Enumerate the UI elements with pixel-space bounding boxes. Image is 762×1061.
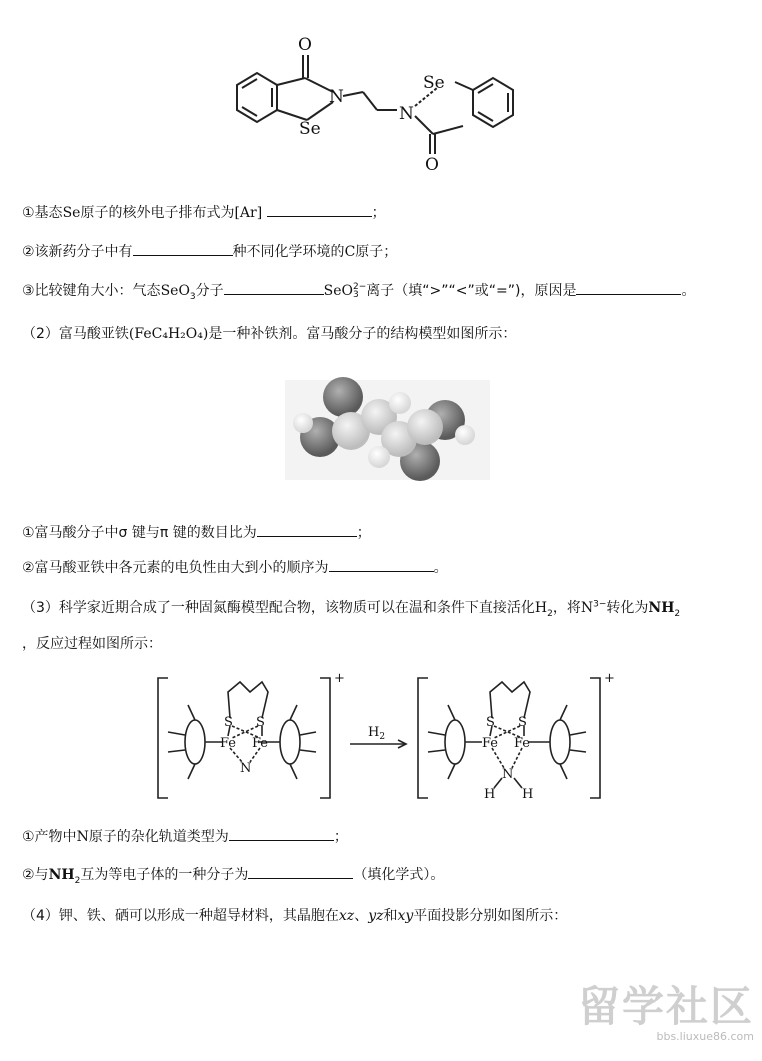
oxygen-label-top: O [298,35,312,55]
hydrogen-label: H [522,787,534,802]
watermark-url: bbs.liuxue86.com [656,1030,754,1043]
watermark-title: 留学社区 [577,982,754,1031]
question-4-intro: （4）钾、铁、硒可以形成一种超导材料，其晶胞在xz、yz和xy平面投影分别如图所示： [22,908,568,924]
answer-blank[interactable] [229,826,334,841]
sulfur-label: S [256,715,265,730]
question-2-2: ②富马酸亚铁中各元素的电负性由大到小的顺序为 。 [22,557,448,577]
charge-left: + [334,671,345,686]
iron-label: Fe [514,736,531,751]
answer-blank[interactable] [248,864,353,879]
selenium-label-right: Se [423,73,445,93]
sulfur-label: S [224,715,233,730]
molecule-structure [225,30,525,180]
question-3-intro-cont: ，反应过程如图所示： [22,636,162,652]
question-1-3: ③比较键角大小：气态SeO$_3$分子 SeO2− 3 离子（填“>”“<”或“=”)，原因是 。 [22,282,696,302]
iron-label: Fe [482,736,499,751]
ar-config: [Ar] [234,205,263,221]
iron-label: Fe [220,736,237,751]
nitrogen-label: N [502,767,514,782]
question-1-1: ①基态Se原子的核外电子排布式为[Ar] ； [22,202,386,222]
question-1-2: ②该新药分子中有 种不同化学环境的C原子； [22,241,397,261]
nitrogen-label-right: N [399,104,414,124]
answer-blank[interactable] [576,280,681,295]
answer-blank[interactable] [133,241,233,256]
selenium-label-left: Se [299,119,321,139]
question-3-2: ②与$NH_2$互为等电子体的一种分子为 （填化学式）。 [22,864,444,886]
answer-blank[interactable] [329,557,434,572]
answer-blank[interactable] [224,280,324,295]
arrow-label: $H_2$ [368,725,386,742]
fumaric-acid-ball-model [285,365,490,495]
question-2-1: ①富马酸分子中σ 键与π 键的数目比为 ； [22,522,371,542]
nitrogen-label: N [240,761,252,776]
question-3-intro: （3）科学家近期合成了一种固氮酶模型配合物，该物质可以在温和条件下直接活化$H_2$，将$N^{3-}$转化为$NH_2$ [22,599,681,619]
oxygen-label-bottom: O [425,155,439,175]
answer-blank[interactable] [267,202,372,217]
question-2-intro: （2）富马酸亚铁(FeC₄H₂O₄)是一种补铁剂。富马酸分子的结构模型如图所示： [22,326,517,342]
charge-right: + [604,671,615,686]
hydrogen-label: H [484,787,496,802]
answer-blank[interactable] [257,522,357,537]
question-3-1: ①产物中N原子的杂化轨道类型为 ； [22,826,348,846]
iron-label: Fe [252,736,269,751]
nitrogen-label-left: N [329,87,344,107]
reaction-scheme [150,670,620,805]
sulfur-label: S [486,715,495,730]
sulfur-label: S [518,715,527,730]
watermark [578,974,754,1043]
